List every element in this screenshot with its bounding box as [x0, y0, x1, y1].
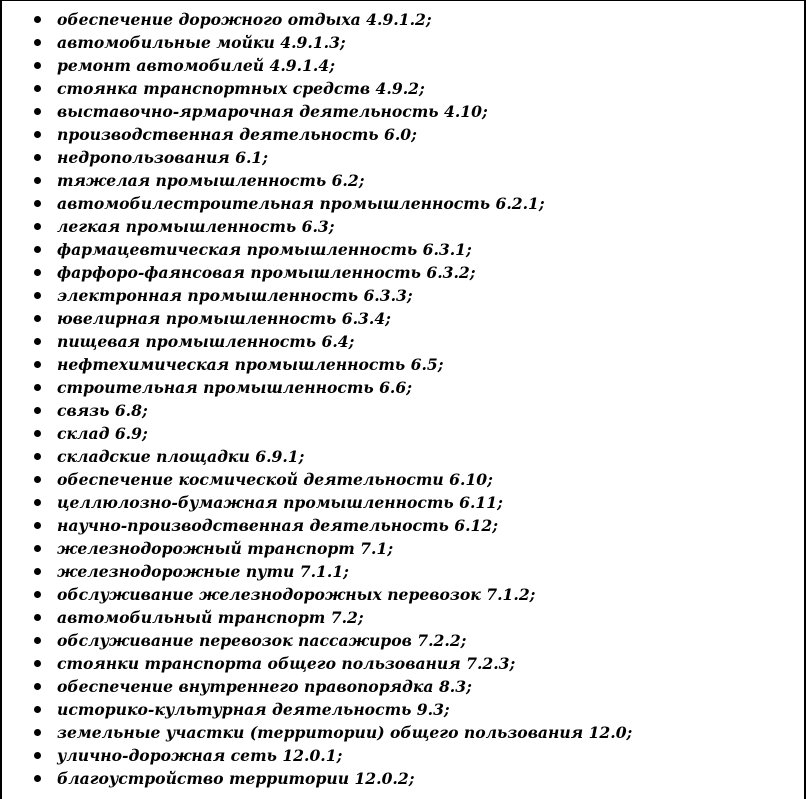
- list-item: [2, 54, 804, 77]
- list-item-text: недропользования 6.1;: [57, 148, 269, 167]
- bullet-icon: [34, 131, 41, 138]
- list-item: [2, 445, 804, 468]
- bullet-icon: [34, 154, 41, 161]
- list-item: [2, 399, 804, 422]
- bullet-icon: [34, 39, 41, 46]
- list-item-text: автомобильный транспорт 7.2;: [57, 608, 364, 627]
- list-item-text: обслуживание перевозок пассажиров 7.2.2;: [57, 631, 467, 650]
- list-item-text: научно-производственная деятельность 6.12;: [57, 516, 498, 535]
- list-item: [2, 192, 804, 215]
- list-item-text: электронная промышленность 6.3.3;: [57, 286, 413, 305]
- bullet-icon: [34, 453, 41, 460]
- bullet-icon: [34, 660, 41, 667]
- bullet-icon: [34, 384, 41, 391]
- bullet-icon: [34, 315, 41, 322]
- bullet-icon: [34, 246, 41, 253]
- list-item: [2, 537, 804, 560]
- list-item-text: обеспечение космической деятельности 6.10;: [57, 470, 493, 489]
- list-item: [2, 583, 804, 606]
- bullet-icon: [34, 16, 41, 23]
- list-item-text: земельные участки (территории) общего пользования 12.0;: [57, 723, 633, 742]
- list-item-text: пищевая промышленность 6.4;: [57, 332, 355, 351]
- list-item-text: складские площадки 6.9.1;: [57, 447, 305, 466]
- list-item-text: фарфоро-фаянсовая промышленность 6.3.2;: [57, 263, 476, 282]
- list-item: [2, 77, 804, 100]
- list-item-text: автомобилестроительная промышленность 6.2.1;: [57, 194, 545, 213]
- list-item: [2, 31, 804, 54]
- list-item: [2, 100, 804, 123]
- bullet-icon: [34, 637, 41, 644]
- list-item-text: нефтехимическая промышленность 6.5;: [57, 355, 444, 374]
- bullet-icon: [34, 706, 41, 713]
- list-item-text: историко-культурная деятельность 9.3;: [57, 700, 450, 719]
- bullet-list: [2, 8, 804, 790]
- list-item-text: стоянки транспорта общего пользования 7.2.3;: [57, 654, 516, 673]
- list-item-text: ювелирная промышленность 6.3.4;: [57, 309, 391, 328]
- list-item-text: улично-дорожная сеть 12.0.1;: [57, 746, 343, 765]
- list-item-text: строительная промышленность 6.6;: [57, 378, 412, 397]
- list-item: [2, 215, 804, 238]
- list-item-text: фармацевтическая промышленность 6.3.1;: [57, 240, 472, 259]
- bullet-icon: [34, 476, 41, 483]
- list-item: [2, 698, 804, 721]
- list-item-text: стоянка транспортных средств 4.9.2;: [57, 79, 425, 98]
- list-item-text: тяжелая промышленность 6.2;: [57, 171, 365, 190]
- bullet-icon: [34, 85, 41, 92]
- bullet-icon: [34, 430, 41, 437]
- list-item-text: производственная деятельность 6.0;: [57, 125, 417, 144]
- list-item: [2, 330, 804, 353]
- list-item: [2, 721, 804, 744]
- list-item: [2, 123, 804, 146]
- list-item-text: железнодорожные пути 7.1.1;: [57, 562, 349, 581]
- list-item: [2, 146, 804, 169]
- bullet-icon: [34, 407, 41, 414]
- bullet-icon: [34, 545, 41, 552]
- bullet-icon: [34, 338, 41, 345]
- list-item: [2, 261, 804, 284]
- bullet-icon: [34, 269, 41, 276]
- list-item: [2, 491, 804, 514]
- list-item-text: обеспечение внутреннего правопорядка 8.3;: [57, 677, 472, 696]
- list-item: [2, 284, 804, 307]
- list-item: [2, 169, 804, 192]
- list-item-text: легкая промышленность 6.3;: [57, 217, 335, 236]
- bullet-icon: [34, 62, 41, 69]
- list-item: [2, 560, 804, 583]
- bullet-icon: [34, 108, 41, 115]
- list-item: [2, 606, 804, 629]
- bullet-icon: [34, 499, 41, 506]
- list-item: [2, 744, 804, 767]
- list-item: [2, 307, 804, 330]
- bullet-icon: [34, 522, 41, 529]
- list-item: [2, 767, 804, 790]
- list-item-text: связь 6.8;: [57, 401, 148, 420]
- list-item: [2, 514, 804, 537]
- list-item-text: автомобильные мойки 4.9.1.3;: [57, 33, 346, 52]
- bullet-icon: [34, 568, 41, 575]
- bullet-icon: [34, 591, 41, 598]
- bullet-icon: [34, 361, 41, 368]
- list-item: [2, 652, 804, 675]
- bullet-icon: [34, 683, 41, 690]
- list-item-text: обеспечение дорожного отдыха 4.9.1.2;: [57, 10, 432, 29]
- list-item-text: железнодорожный транспорт 7.1;: [57, 539, 394, 558]
- list-item: [2, 468, 804, 491]
- list-item: [2, 8, 804, 31]
- list-item-text: благоустройство территории 12.0.2;: [57, 769, 415, 788]
- bullet-icon: [34, 292, 41, 299]
- bullet-icon: [34, 223, 41, 230]
- list-item-text: ремонт автомобилей 4.9.1.4;: [57, 56, 335, 75]
- list-item: [2, 675, 804, 698]
- bullet-icon: [34, 752, 41, 759]
- list-item: [2, 376, 804, 399]
- list-item: [2, 238, 804, 261]
- bullet-icon: [34, 775, 41, 782]
- bullet-icon: [34, 614, 41, 621]
- bullet-icon: [34, 729, 41, 736]
- list-item: [2, 353, 804, 376]
- list-item-text: выставочно-ярмарочная деятельность 4.10;: [57, 102, 488, 121]
- list-item-text: склад 6.9;: [57, 424, 148, 443]
- bullet-icon: [34, 200, 41, 207]
- list-item: [2, 422, 804, 445]
- bullet-icon: [34, 177, 41, 184]
- list-item: [2, 629, 804, 652]
- list-item-text: обслуживание железнодорожных перевозок 7.1.2;: [57, 585, 536, 604]
- list-item-text: целлюлозно-бумажная промышленность 6.11;: [57, 493, 503, 512]
